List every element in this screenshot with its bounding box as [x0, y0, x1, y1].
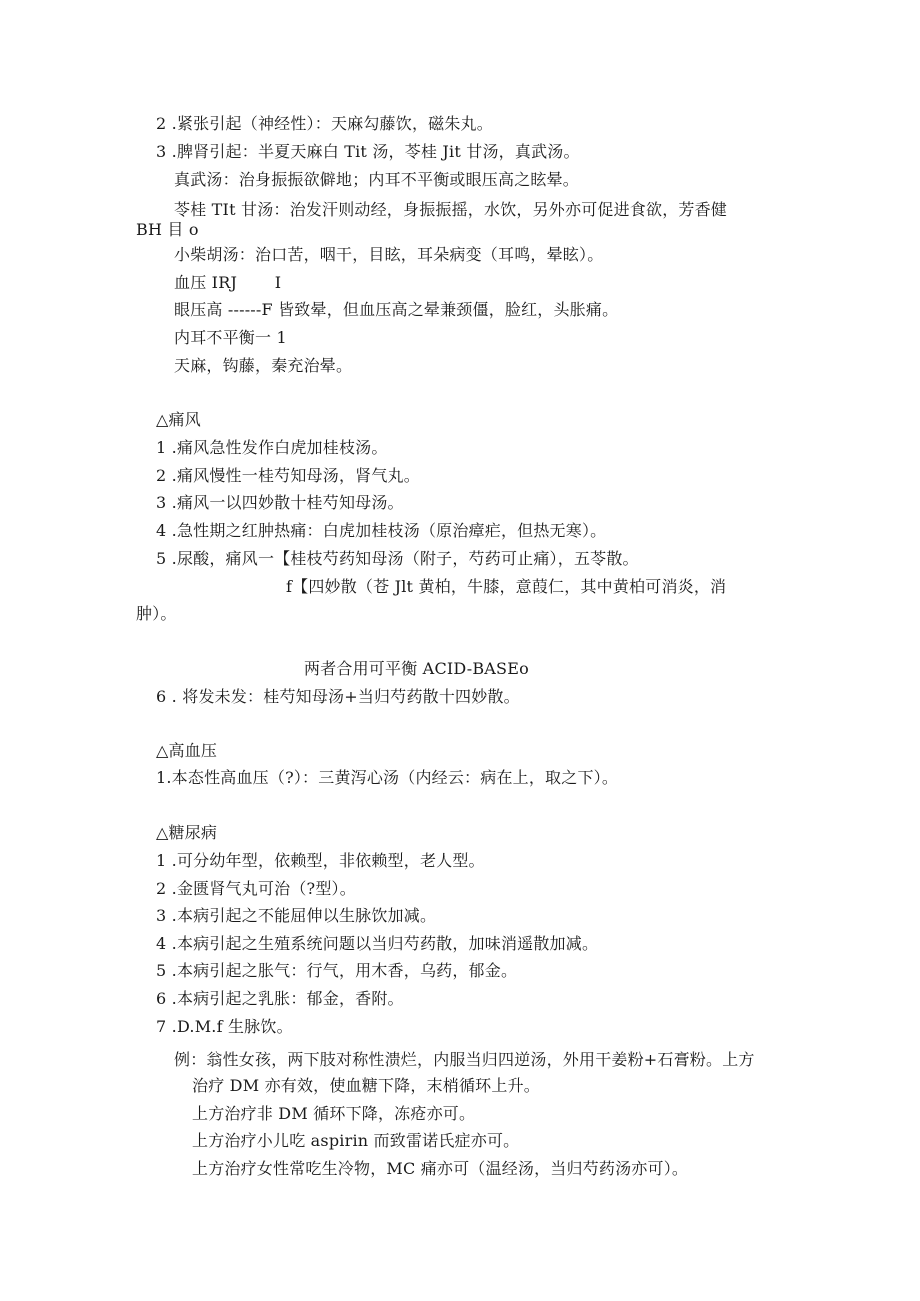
text-line: 苓桂 TIt 甘汤：治发汗则动经，身振振摇，水饮，另外亦可促进食欲，芳香健	[174, 200, 727, 219]
text-line: 5 .本病引起之胀气：行气，用木香，乌药，郁金。	[156, 961, 518, 980]
text-line: 小柴胡汤：治口苦，咽干，目眩，耳朵病变（耳鸣，晕眩）。	[174, 245, 604, 264]
text-line: 5 .尿酸，痛风一【桂枝芍药知母汤（附子，芍药可止痛），五苓散。	[156, 549, 639, 568]
text-line: 眼压高 ------F 皆致晕，但血压高之晕兼颈僵，脸红，头胀痛。	[174, 300, 619, 319]
text-line: 肿）。	[136, 604, 177, 623]
text-line: 上方治疗非 DM 循环下降，冻疮亦可。	[192, 1104, 476, 1123]
text-line: 上方治疗女性常吃生冷物，MC 痛亦可（温经汤，当归芍药汤亦可）。	[192, 1159, 689, 1178]
text-line: 血压 IRJ I	[174, 273, 282, 292]
text-line: 4 .本病引起之生殖系统问题以当归芍药散，加味消遥散加减。	[156, 934, 599, 953]
text-line: 1.本态性高血压（?）：三黄泻心汤（内经云：病在上，取之下）。	[156, 768, 619, 787]
text-line: 7 .D.M.f 生脉饮。	[156, 1017, 293, 1036]
text-line: 2 .痛风慢性一桂芍知母汤，肾气丸。	[156, 466, 420, 485]
text-line: BH 目 o	[136, 220, 199, 239]
text-line: 4 .急性期之红肿热痛：白虎加桂枝汤（原治瘴疟，但热无寒）。	[156, 521, 607, 540]
text-line: 上方治疗小儿吃 aspirin 而致雷诺氏症亦可。	[192, 1131, 520, 1150]
text-line: 3 .痛风一以四妙散十桂芍知母汤。	[156, 493, 404, 512]
text-line: 1 .痛风急性发作白虎加桂枝汤。	[156, 438, 388, 457]
text-line: 6 .本病引起之乳胀：郁金，香附。	[156, 989, 404, 1008]
text-line: 3 .本病引起之不能屈伸以生脉饮加减。	[156, 906, 437, 925]
text-line: 治疗 DM 亦有效，使血糖下降，末梢循环上升。	[192, 1076, 540, 1095]
section-heading: △痛风	[156, 410, 201, 429]
text-line: 3 .脾肾引起：半夏天麻白 Tit 汤，苓桂 Jit 甘汤，真武汤。	[156, 142, 580, 161]
text-line: 1 .可分幼年型，依赖型，非依赖型，老人型。	[156, 851, 485, 870]
text-line: 例：翁性女孩，两下肢对称性溃烂，内服当归四逆汤，外用干姜粉+石膏粉。上方	[174, 1050, 755, 1069]
text-line: 2 .金匮肾气丸可治（?型）。	[156, 879, 356, 898]
section-heading: △糖尿病	[156, 823, 218, 842]
text-line: 内耳不平衡一 1	[174, 328, 287, 347]
text-line: 真武汤：治身振振欲僻地；内耳不平衡或眼压高之眩晕。	[174, 170, 580, 189]
text-line: 2 .紧张引起（神经性）：天麻勾藤饮，磁朱丸。	[156, 114, 493, 133]
text-line: 6 . 将发未发：桂芍知母汤+当归芍药散十四妙散。	[156, 687, 520, 706]
text-line: 两者合用可平衡 ACID-BASEo	[304, 659, 529, 678]
text-line: f【四妙散（苍 Jlt 黄柏，牛膝，意葭仁，其中黄柏可消炎，消	[286, 577, 727, 596]
section-heading: △高血压	[156, 741, 218, 760]
text-line: 天麻，钩藤，秦充治晕。	[174, 356, 353, 375]
